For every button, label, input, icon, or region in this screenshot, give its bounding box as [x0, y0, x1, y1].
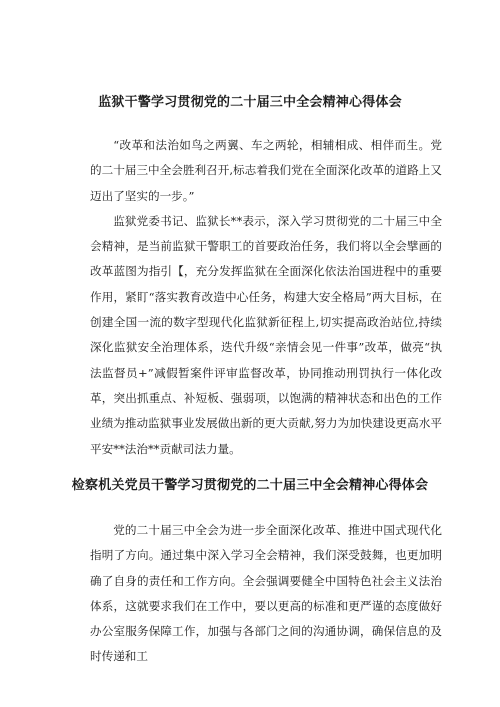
article-title-procuratorate: 检察机关党员干警学习贯彻党的二十届三中全会精神心得体会: [71, 478, 429, 493]
article-title-prison-police: 监狱干警学习贯彻党的二十届三中全会精神心得体会: [98, 95, 402, 110]
article-body-procuratorate: [90, 518, 442, 670]
paragraph-plenum-direction: 党的二十届三中全会为进一步全面深化改革、推进中国式现代化指明了方向。通过集中深入学习全会精神，我们深受鼓舞，也更加明确了自身的责任和工作方向。全会强调要健全中国特色社会主义法治体系，这就要求我们在工作中，要以更高的标准和更严谨的态度做好办公室服务保障工作，加强与各部门之间的沟通协调，确保信息的及时传递和工: [90, 523, 442, 664]
article-body-prison-police: [90, 133, 442, 462]
paragraph-quote: “改革和法治如鸟之两翼、车之两轮，相辅相成、相伴而生。党的二十届三中全会胜利召开,标志着我们党在全面深化改革的道路上又迈出了坚实的一步。”: [90, 138, 442, 203]
paragraph-warden-statement: 监狱党委书记、监狱长**表示，深入学习贯彻党的二十届三中全会精神，是当前监狱干警职工的首要政治任务，我们将以全会擘画的改革蓝图为指引【，充分发挥监狱在全面深化依法治国进程中的重要作用，紧盯“落实教育改造中心任务，构建大安全格局”两大目标，在创建全国一流的数字型现代化监狱新征程上,切实提高政治站位,持续深化监狱安全治理体系，迭代升级“亲情会见一件事”改革，做亮“执法监督员+”减假暂案件评审监督改革，协同推动刑罚执行一体化改革，突出抓重点、补短板、强弱项，以饱满的精神状态和出色的工作业绩为推动监狱事业发展做出新的更大贡献,努力为加快建设更高水平平安**法治**贡献司法力量。: [90, 213, 442, 456]
